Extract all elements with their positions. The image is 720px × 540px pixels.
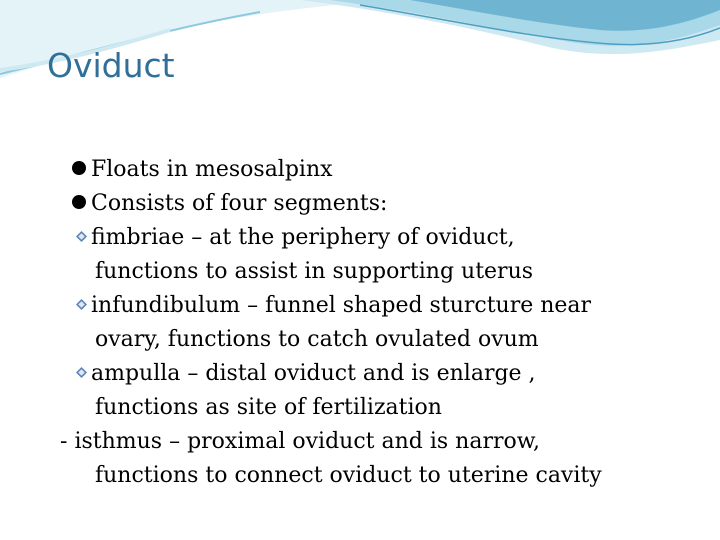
slide-body <box>60 153 692 493</box>
segment-line-2: functions as site of fertilization <box>95 395 442 420</box>
segment-item <box>72 221 692 289</box>
segment-item-last <box>0 425 692 493</box>
segment-line-1: ampulla – distal oviduct and is enlarge , <box>91 361 536 386</box>
segment-line-1: isthmus – proximal oviduct and is narrow, <box>74 429 540 454</box>
diamond-bullet-icon <box>76 299 87 310</box>
diamond-bullet-icon <box>76 231 87 242</box>
round-bullet-icon <box>72 195 86 209</box>
segment-item <box>72 357 692 425</box>
segment-item <box>72 289 692 357</box>
dash-prefix: - <box>60 429 68 454</box>
segment-line-2: ovary, functions to catch ovulated ovum <box>95 327 539 352</box>
slide-title: Oviduct <box>47 46 175 85</box>
segment-line-1: infundibulum – funnel shaped sturcture near <box>91 293 592 318</box>
diamond-bullet-icon <box>76 367 87 378</box>
bullet-item <box>72 153 692 187</box>
bullet-text: Floats in mesosalpinx <box>91 157 333 182</box>
bullet-item <box>72 187 692 221</box>
segment-line-2: functions to assist in supporting uterus <box>95 259 534 284</box>
bullet-text: Consists of four segments: <box>91 191 388 216</box>
segment-line-1: fimbriae – at the periphery of oviduct, <box>91 225 515 250</box>
round-bullet-icon <box>72 161 86 175</box>
segment-line-2: functions to connect oviduct to uterine cavity <box>95 463 602 488</box>
